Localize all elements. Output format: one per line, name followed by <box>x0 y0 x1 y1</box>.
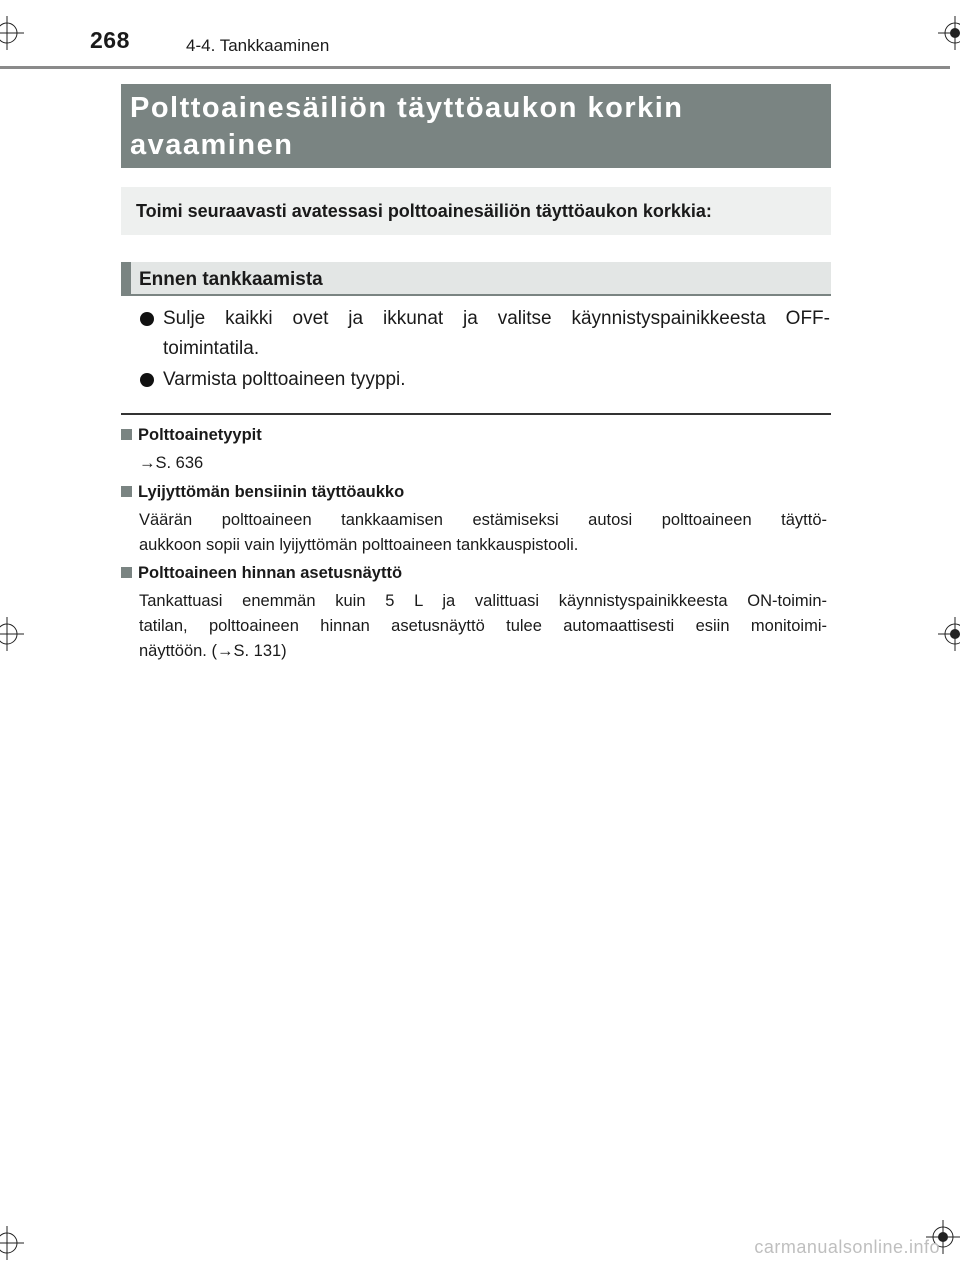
bullet-dot-icon <box>140 312 154 326</box>
note-text-line: aukkoon sopii vain lyijyttömän polttoaineen tankkauspistooli. <box>139 536 579 554</box>
square-bullet-icon <box>121 486 132 497</box>
header-divider <box>0 66 950 69</box>
subsection-accent-bar <box>121 262 131 296</box>
registration-mark-icon <box>0 617 24 651</box>
page-title <box>121 84 831 168</box>
bullet-item <box>140 365 830 395</box>
subsection-heading: Ennen tankkaamista <box>139 269 323 290</box>
subsection-header <box>121 262 831 296</box>
footer-watermark: carmanualsonline.info <box>754 1237 940 1257</box>
bullet-dot-icon <box>140 373 154 387</box>
note-body <box>139 451 827 476</box>
note-text-line: näyttöön. (→S. 131) <box>139 642 287 660</box>
note-link[interactable]: →S. 636 <box>139 454 204 472</box>
square-bullet-icon <box>121 429 132 440</box>
section-title: 4-4. Tankkaaminen <box>186 36 330 55</box>
note-text-line: Väärän polttoaineen tankkaamisen estämiseksi autosi polttoaineen täyttö- <box>139 511 827 529</box>
note-heading: Polttoainetyypit <box>121 426 262 445</box>
page-title-line-2: avaaminen <box>130 129 294 161</box>
registration-mark-icon <box>0 1226 24 1260</box>
page-number: 268 <box>90 27 130 53</box>
section-divider <box>121 413 831 415</box>
square-bullet-icon <box>121 567 132 578</box>
bullet-text-line: Sulje kaikki ovet ja ikkunat ja valitse käynnistyspainikkeesta OFF- <box>163 308 830 329</box>
page-title-line-1: Polttoainesäiliön täyttöaukon korkin <box>130 92 684 124</box>
registration-mark-icon <box>938 16 960 50</box>
registration-mark-icon <box>938 617 960 651</box>
registration-mark-icon <box>0 16 24 50</box>
note-text-line: Tankattuasi enemmän kuin 5 L ja valittuasi käynnistyspainikkeesta ON-toimin- <box>139 592 827 610</box>
note-heading: Lyijyttömän bensiinin täyttöaukko <box>121 483 404 502</box>
note-body <box>139 508 827 558</box>
bullet-text-line: toimintatila. <box>163 338 260 359</box>
note-text-line: tatilan, polttoaineen hinnan asetusnäyttö tulee automaattisesti esiin monitoimi- <box>139 617 827 635</box>
bullet-item <box>140 304 830 364</box>
note-body <box>139 589 827 664</box>
note-heading: Polttoaineen hinnan asetusnäyttö <box>121 564 402 583</box>
bullet-text-line: Varmista polttoaineen tyyppi. <box>163 369 406 390</box>
intro-instruction: Toimi seuraavasti avatessasi polttoainesäiliön täyttöaukon korkkia: <box>121 187 831 235</box>
